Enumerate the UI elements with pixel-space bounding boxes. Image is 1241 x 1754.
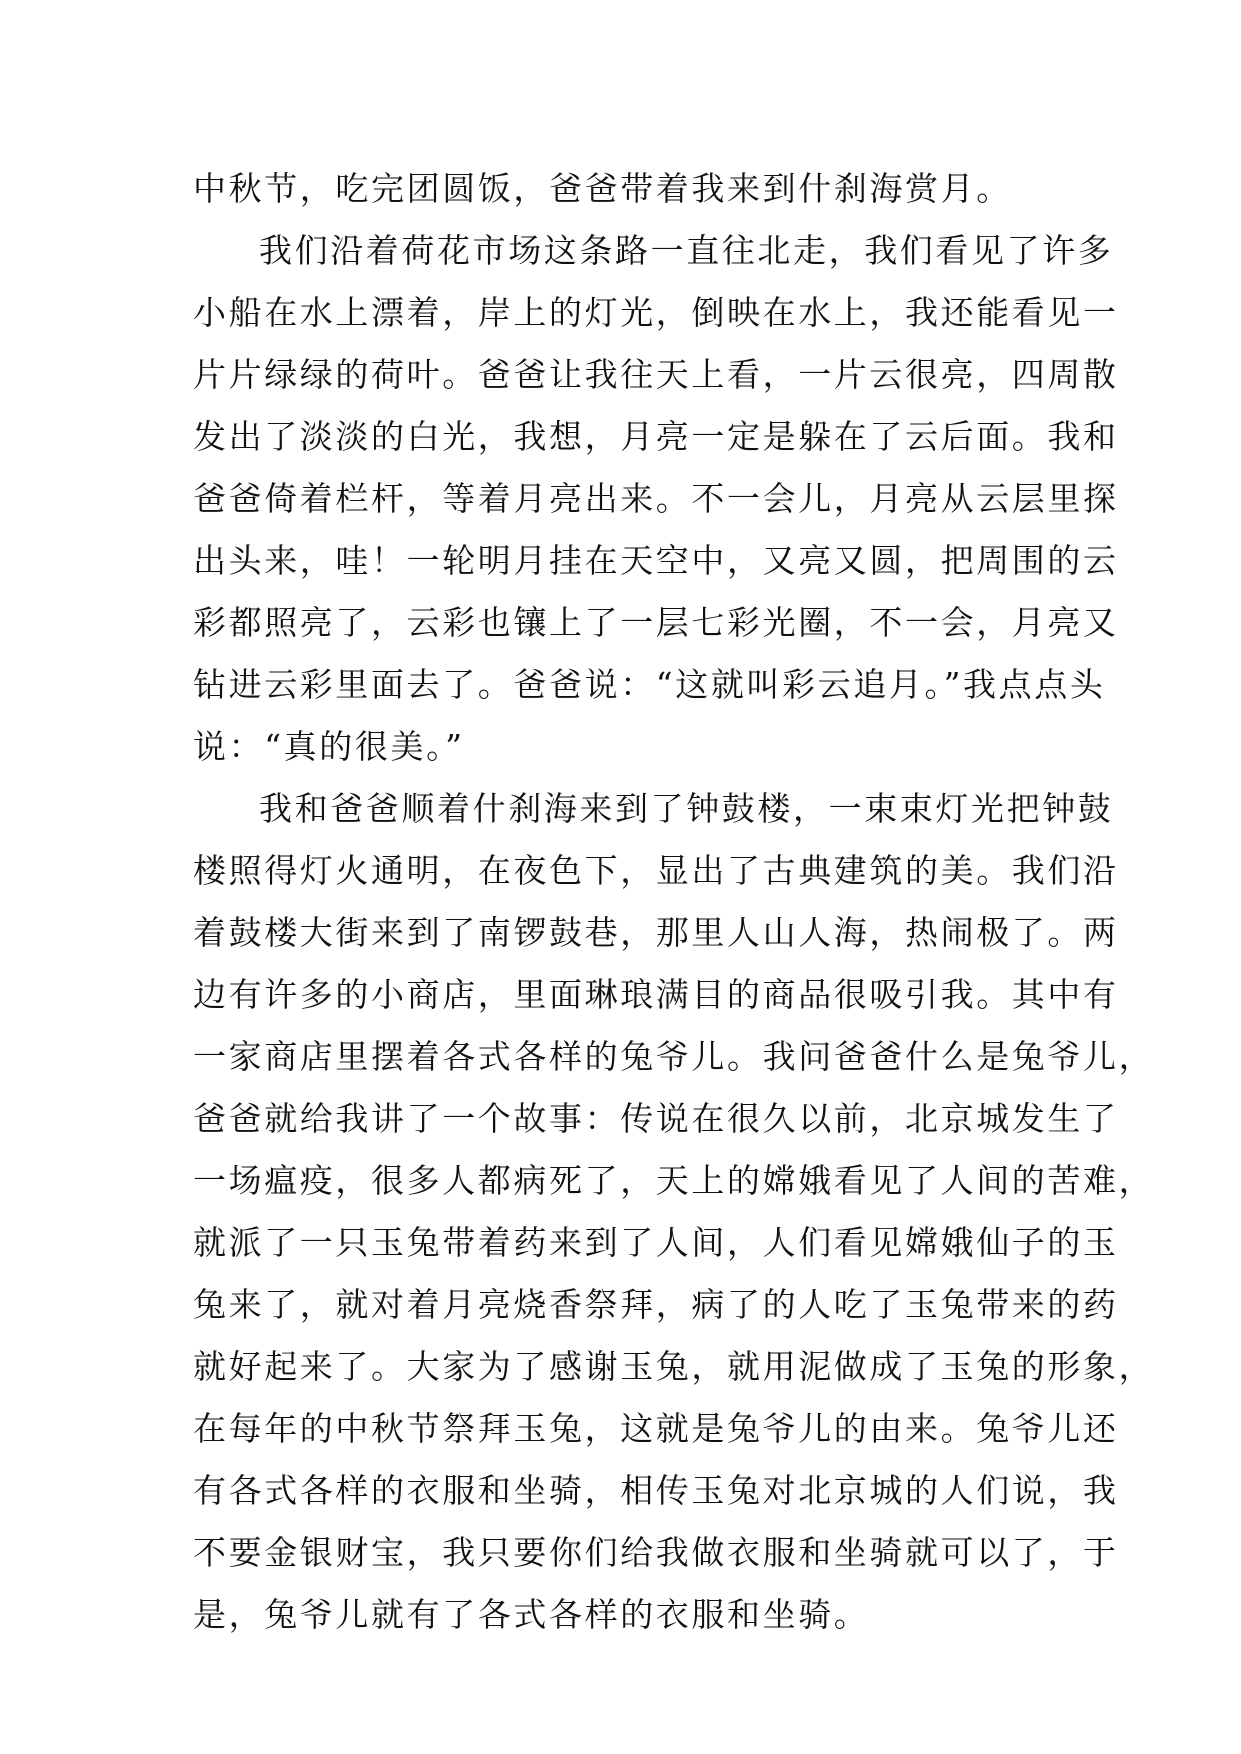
text-line-22: 有各式各样的衣服和坐骑，相传玉兔对北京城的人们说，我: [193, 1471, 1119, 1510]
text-line-13: 着鼓楼大街来到了南锣鼓巷，那里人山人海，热闹极了。两: [193, 913, 1119, 952]
text-line-20: 就好起来了。大家为了感谢玉兔，就用泥做成了玉兔的形象，: [193, 1347, 1155, 1386]
text-line-17: 一场瘟疫，很多人都病死了，天上的嫦娥看见了人间的苦难，: [193, 1161, 1155, 1200]
text-line-7: 出头来，哇！一轮明月挂在天空中，又亮又圆，把周围的云: [193, 541, 1119, 580]
document-body: [193, 158, 1155, 1646]
text-line-3: 小船在水上漂着，岸上的灯光，倒映在水上，我还能看见一: [193, 293, 1119, 332]
text-line-5: 发出了淡淡的白光，我想，月亮一定是躲在了云后面。我和: [193, 417, 1119, 456]
text-line-9: 钻进云彩里面去了。爸爸说：“这就叫彩云追月。”我点点头: [193, 665, 1106, 704]
text-line-15: 一家商店里摆着各式各样的兔爷儿。我问爸爸什么是兔爷儿，: [193, 1037, 1155, 1076]
text-line-12: 楼照得灯火通明，在夜色下，显出了古典建筑的美。我们沿: [193, 851, 1119, 890]
text-line-21: 在每年的中秋节祭拜玉兔，这就是兔爷儿的由来。兔爷儿还: [193, 1409, 1119, 1448]
text-line-4: 片片绿绿的荷叶。爸爸让我往天上看，一片云很亮，四周散: [193, 355, 1119, 394]
text-line-14: 边有许多的小商店，里面琳琅满目的商品很吸引我。其中有: [193, 975, 1119, 1014]
text-line-1: 中秋节，吃完团圆饭，爸爸带着我来到什刹海赏月。: [193, 169, 1012, 208]
text-line-19: 兔来了，就对着月亮烧香祭拜，病了的人吃了玉兔带来的药: [193, 1285, 1119, 1324]
text-line-2: 我们沿着荷花市场这条路一直往北走，我们看见了许多: [259, 231, 1114, 270]
text-line-10: 说：“真的很美。”: [193, 727, 465, 766]
text-line-24: 是，兔爷儿就有了各式各样的衣服和坐骑。: [193, 1595, 870, 1634]
text-line-23: 不要金银财宝，我只要你们给我做衣服和坐骑就可以了，于: [193, 1533, 1119, 1572]
text-line-18: 就派了一只玉兔带着药来到了人间，人们看见嫦娥仙子的玉: [193, 1223, 1119, 1262]
text-line-8: 彩都照亮了，云彩也镶上了一层七彩光圈，不一会，月亮又: [193, 603, 1119, 642]
text-line-16: 爸爸就给我讲了一个故事：传说在很久以前，北京城发生了: [193, 1099, 1119, 1138]
text-line-11: 我和爸爸顺着什刹海来到了钟鼓楼，一束束灯光把钟鼓: [259, 789, 1114, 828]
text-line-6: 爸爸倚着栏杆，等着月亮出来。不一会儿，月亮从云层里探: [193, 479, 1119, 518]
